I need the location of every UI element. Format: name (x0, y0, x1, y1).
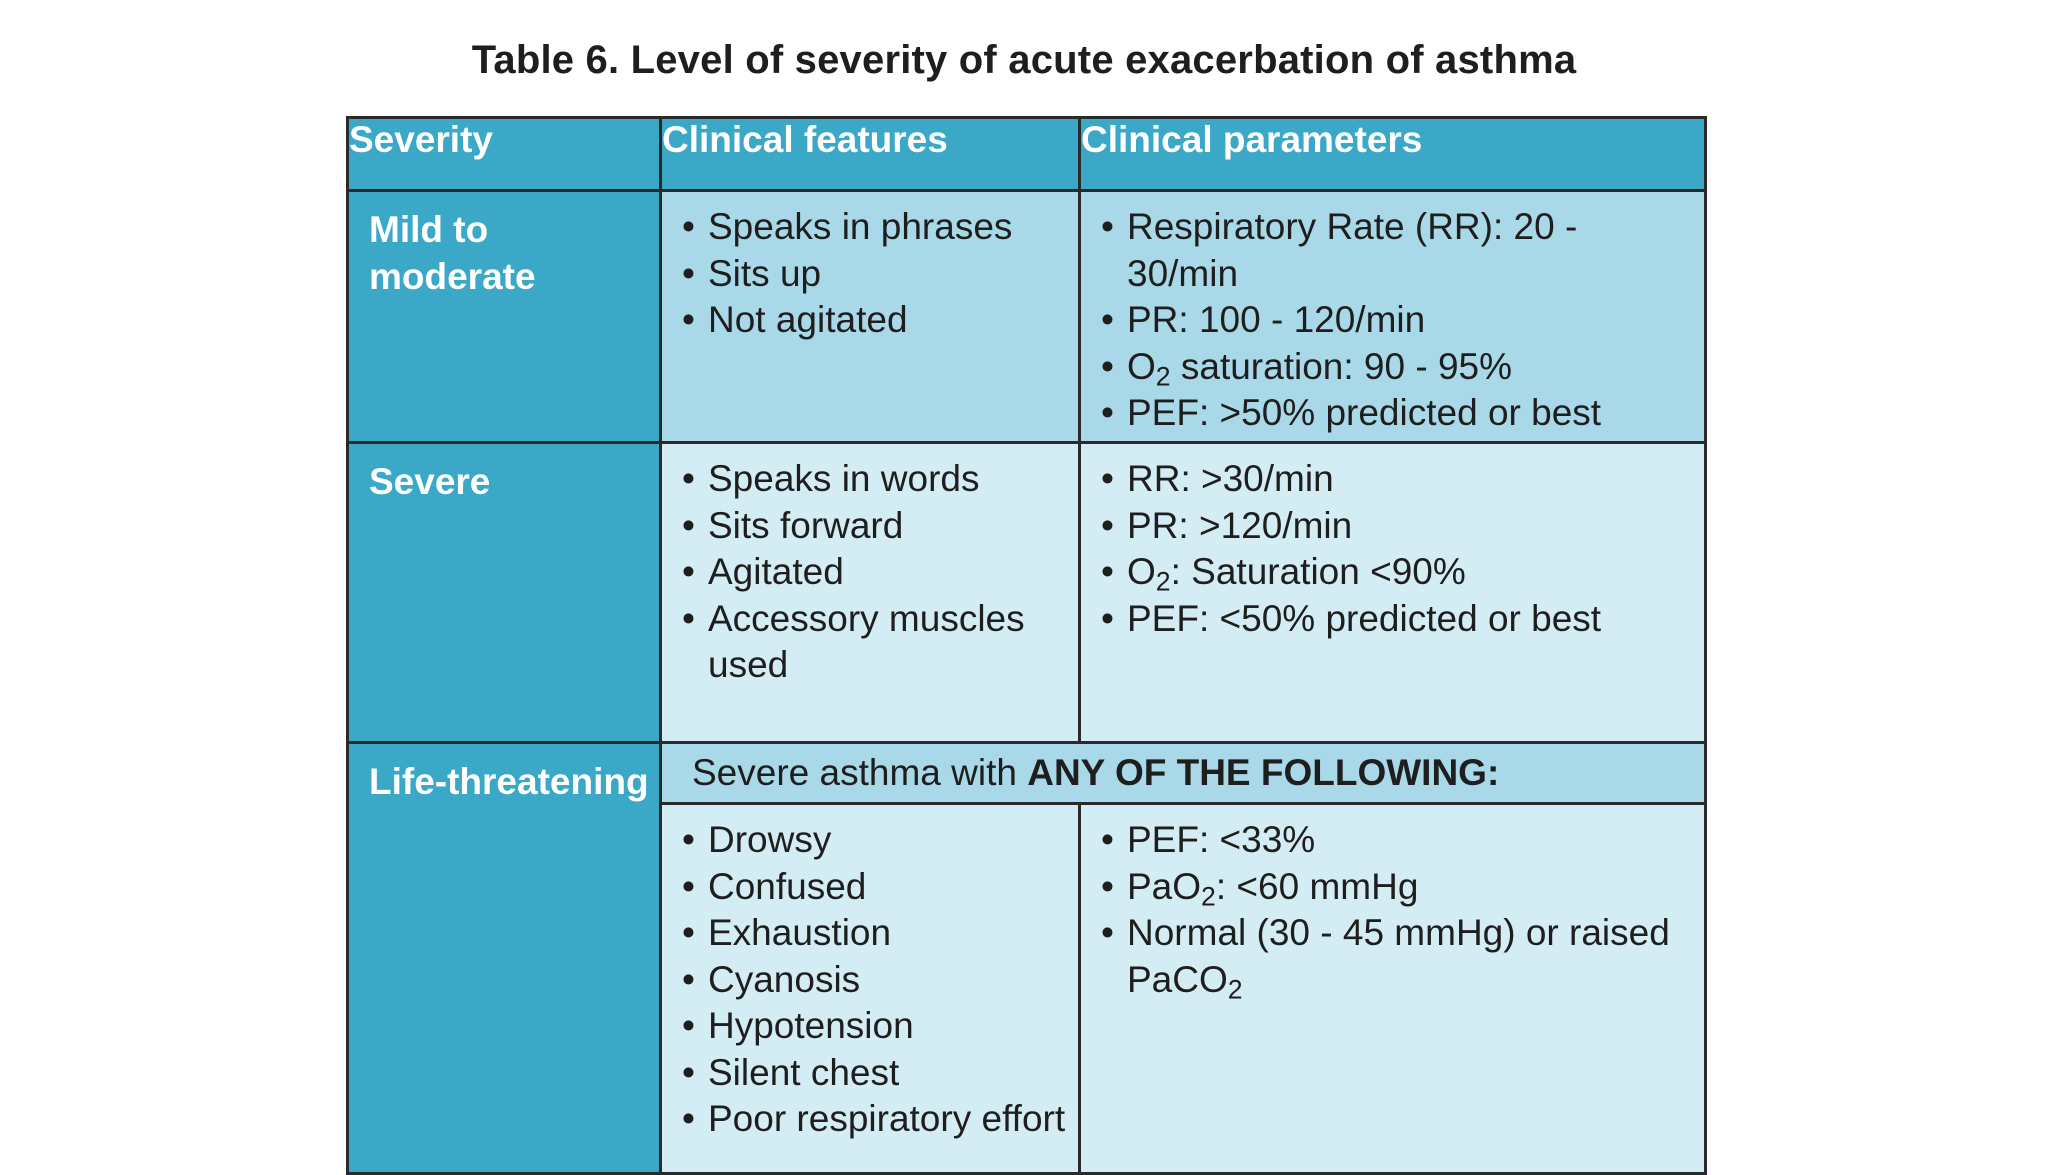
banner-emphasis: ANY OF THE FOLLOWING: (1027, 752, 1500, 793)
feature-item: • Speaks in phrases (682, 204, 1070, 251)
feature-item: • Hypotension (682, 1003, 1070, 1050)
paco2-prefix: Normal (30 - 45 mmHg) or raised PaCO (1127, 912, 1670, 1000)
pao2-subscript: 2 (1201, 881, 1216, 912)
severity-life-threatening: Life-threatening (348, 743, 661, 1174)
life-threatening-banner (661, 743, 1706, 804)
pao2-prefix: PaO (1127, 865, 1202, 907)
parameter-item (1101, 344, 1696, 391)
parameters-life-threatening (1080, 804, 1706, 1174)
o2-suffix: saturation: 90 - 95% (1170, 345, 1513, 387)
feature-item: • Accessory muscles used (682, 596, 1070, 689)
features-life-threatening (661, 804, 1080, 1174)
table-row-life-threatening-banner (348, 743, 1706, 804)
pao2-suffix: : <60 mmHg (1215, 865, 1419, 907)
features-severe (661, 443, 1080, 743)
parameter-item: • PEF: <33% (1101, 817, 1696, 864)
table-row-severe (348, 443, 1706, 743)
feature-item: • Confused (682, 864, 1070, 911)
banner-text: Severe asthma with (692, 752, 1028, 793)
feature-item: • Silent chest (682, 1050, 1070, 1097)
parameter-item: • PR: >120/min (1101, 503, 1696, 550)
table-row-mild-to-moderate (348, 191, 1706, 443)
severity-mild-to-moderate (348, 191, 661, 443)
feature-item: • Exhaustion (682, 910, 1070, 957)
parameter-item: • Respiratory Rate (RR): 20 - 30/min (1101, 204, 1696, 297)
features-mild-to-moderate (661, 191, 1080, 443)
header-severity: Severity (348, 118, 661, 191)
paco2-subscript: 2 (1227, 974, 1243, 1005)
feature-item: • Agitated (682, 549, 1070, 596)
o2-subscript: 2 (1155, 361, 1171, 392)
feature-item: • Cyanosis (682, 957, 1070, 1004)
parameter-item: • PEF: >50% predicted or best (1101, 390, 1696, 437)
feature-item: • Drowsy (682, 817, 1070, 864)
parameter-item (1101, 864, 1696, 911)
o2-prefix: O (1127, 345, 1156, 387)
o2-subscript: 2 (1155, 566, 1171, 597)
feature-item: • Poor respiratory effort (682, 1096, 1070, 1143)
parameter-item: • PR: 100 - 120/min (1101, 297, 1696, 344)
o2-suffix: : Saturation <90% (1170, 551, 1466, 592)
feature-item: • Not agitated (682, 297, 1070, 344)
table-title: Table 6. Level of severity of acute exacerbation of asthma (471, 38, 1577, 82)
parameter-item (1101, 549, 1696, 596)
o2-prefix: O (1127, 551, 1156, 592)
parameter-item: • PEF: <50% predicted or best (1101, 596, 1696, 643)
feature-item: • Sits up (682, 251, 1070, 298)
feature-item: • Speaks in words (682, 456, 1070, 503)
parameters-mild-to-moderate (1080, 191, 1706, 443)
severity-severe: Severe (348, 443, 661, 743)
severity-table (346, 116, 1707, 1175)
parameters-severe (1080, 443, 1706, 743)
severity-label-line1: Mild to (369, 209, 489, 250)
severity-label-line2: moderate (369, 256, 536, 297)
feature-item: • Sits forward (682, 503, 1070, 550)
table-header-row (348, 118, 1706, 191)
header-clinical-features: Clinical features (661, 118, 1080, 191)
header-clinical-parameters: Clinical parameters (1080, 118, 1706, 191)
parameter-item: • RR: >30/min (1101, 456, 1696, 503)
parameter-item (1101, 910, 1696, 1003)
